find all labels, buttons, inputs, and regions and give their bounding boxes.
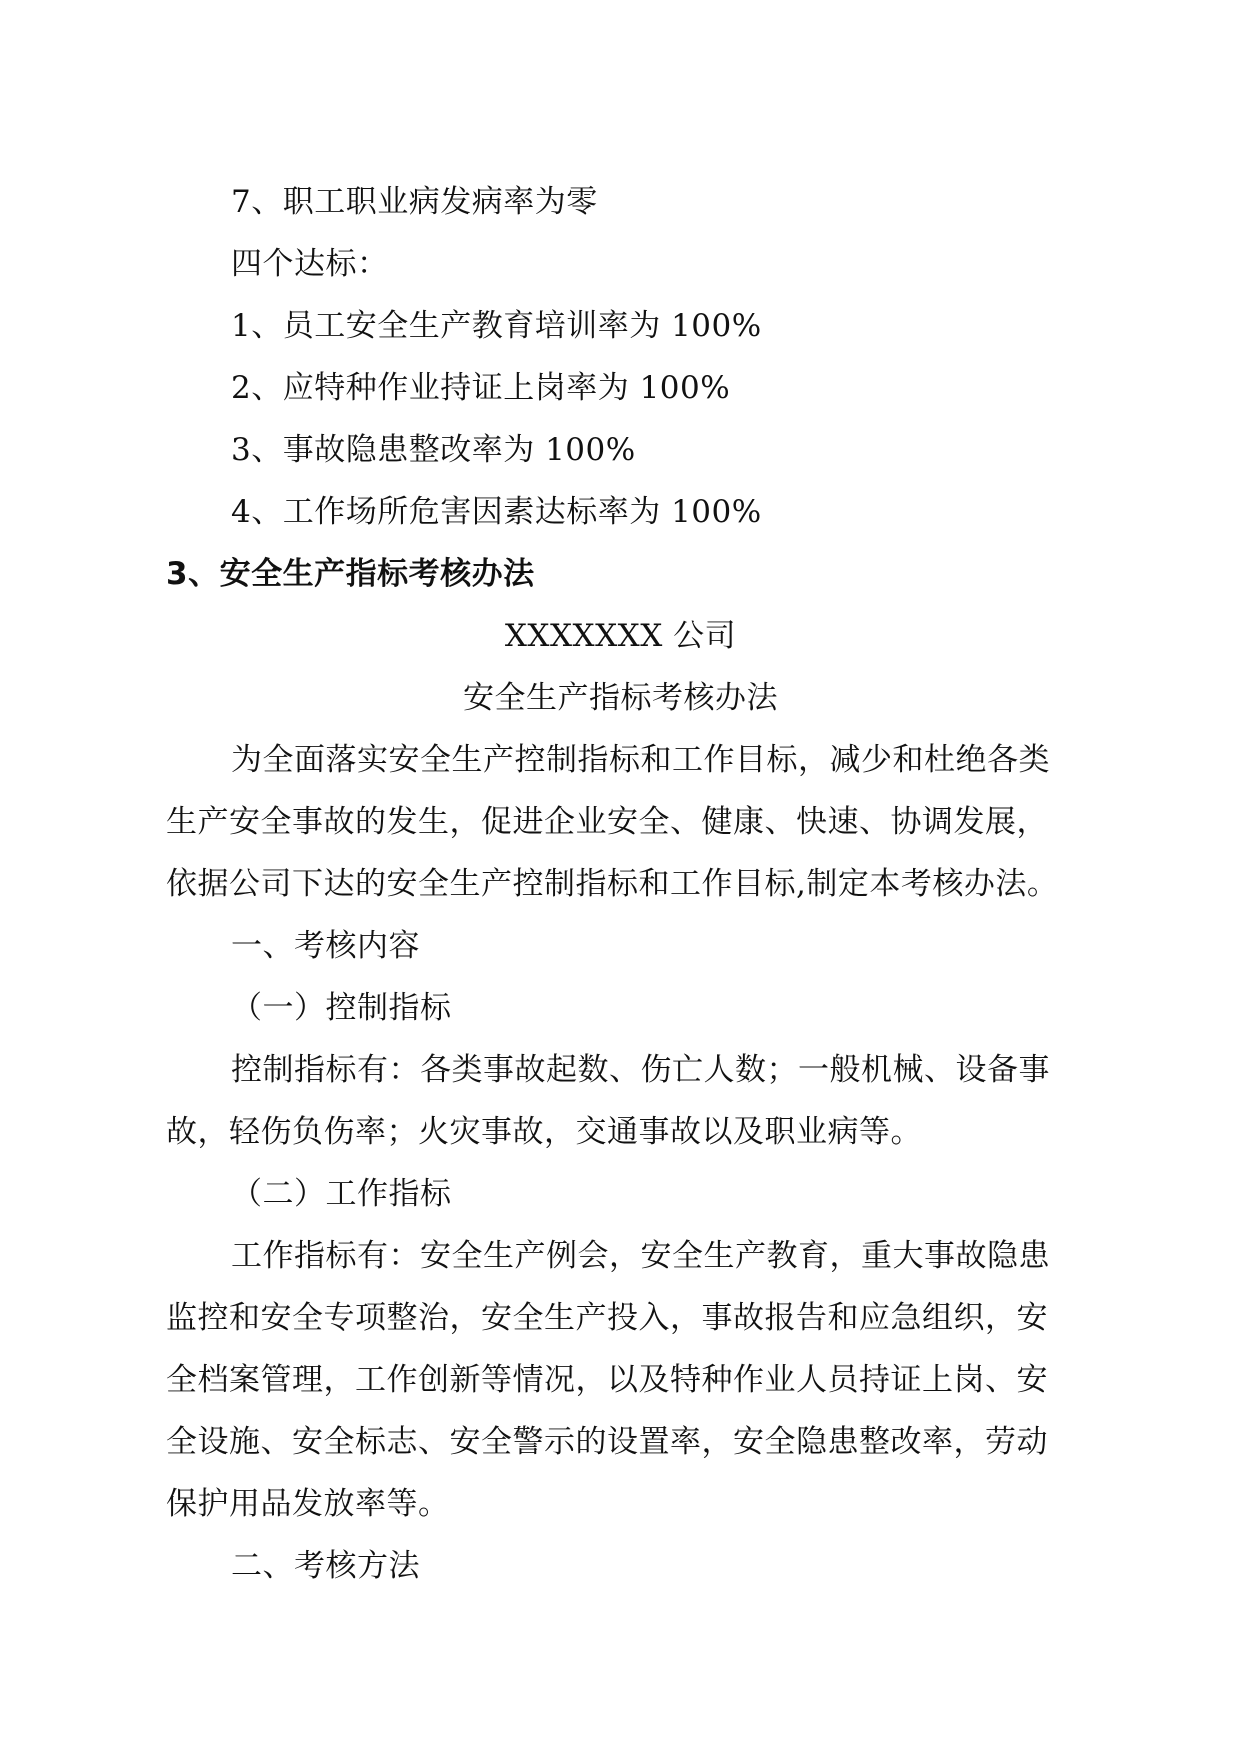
subheading: （二）工作指标	[231, 1176, 452, 1212]
document-title: 安全生产指标考核办法	[463, 680, 778, 716]
paragraph-line: 依据公司下达的安全生产控制指标和工作目标,制定本考核办法。	[166, 866, 1059, 902]
subheading: 二、考核方法	[231, 1548, 420, 1584]
paragraph-line: 为全面落实安全生产控制指标和工作目标，减少和杜绝各类	[231, 742, 1050, 778]
paragraph-line: 生产安全事故的发生，促进企业安全、健康、快速、协调发展，	[166, 804, 1048, 840]
list-item: 4、工作场所危害因素达标率为 100%	[231, 494, 762, 530]
company-name: XXXXXXX 公司	[504, 618, 737, 654]
subheading: 一、考核内容	[231, 928, 420, 964]
list-item: 2、应特种作业持证上岗率为 100%	[231, 370, 731, 406]
section-heading: 3、安全生产指标考核办法	[166, 556, 535, 592]
paragraph-line: 控制指标有：各类事故起数、伤亡人数；一般机械、设备事	[231, 1052, 1050, 1088]
list-item: 1、员工安全生产教育培训率为 100%	[231, 308, 762, 344]
list-item: 7、职工职业病发病率为零	[231, 184, 598, 220]
paragraph-line: 故，轻伤负伤率；火灾事故，交通事故以及职业病等。	[166, 1114, 922, 1150]
paragraph-line: 全设施、安全标志、安全警示的设置率，安全隐患整改率，劳动	[166, 1424, 1048, 1460]
paragraph-line: 保护用品发放率等。	[166, 1486, 450, 1522]
subheading: （一）控制指标	[231, 990, 452, 1026]
paragraph-line: 全档案管理，工作创新等情况，以及特种作业人员持证上岗、安	[166, 1362, 1048, 1398]
paragraph-line: 监控和安全专项整治，安全生产投入，事故报告和应急组织，安	[166, 1300, 1048, 1336]
list-item: 3、事故隐患整改率为 100%	[231, 432, 636, 468]
subheading: 四个达标：	[231, 246, 389, 282]
paragraph-line: 工作指标有：安全生产例会，安全生产教育，重大事故隐患	[231, 1238, 1050, 1274]
